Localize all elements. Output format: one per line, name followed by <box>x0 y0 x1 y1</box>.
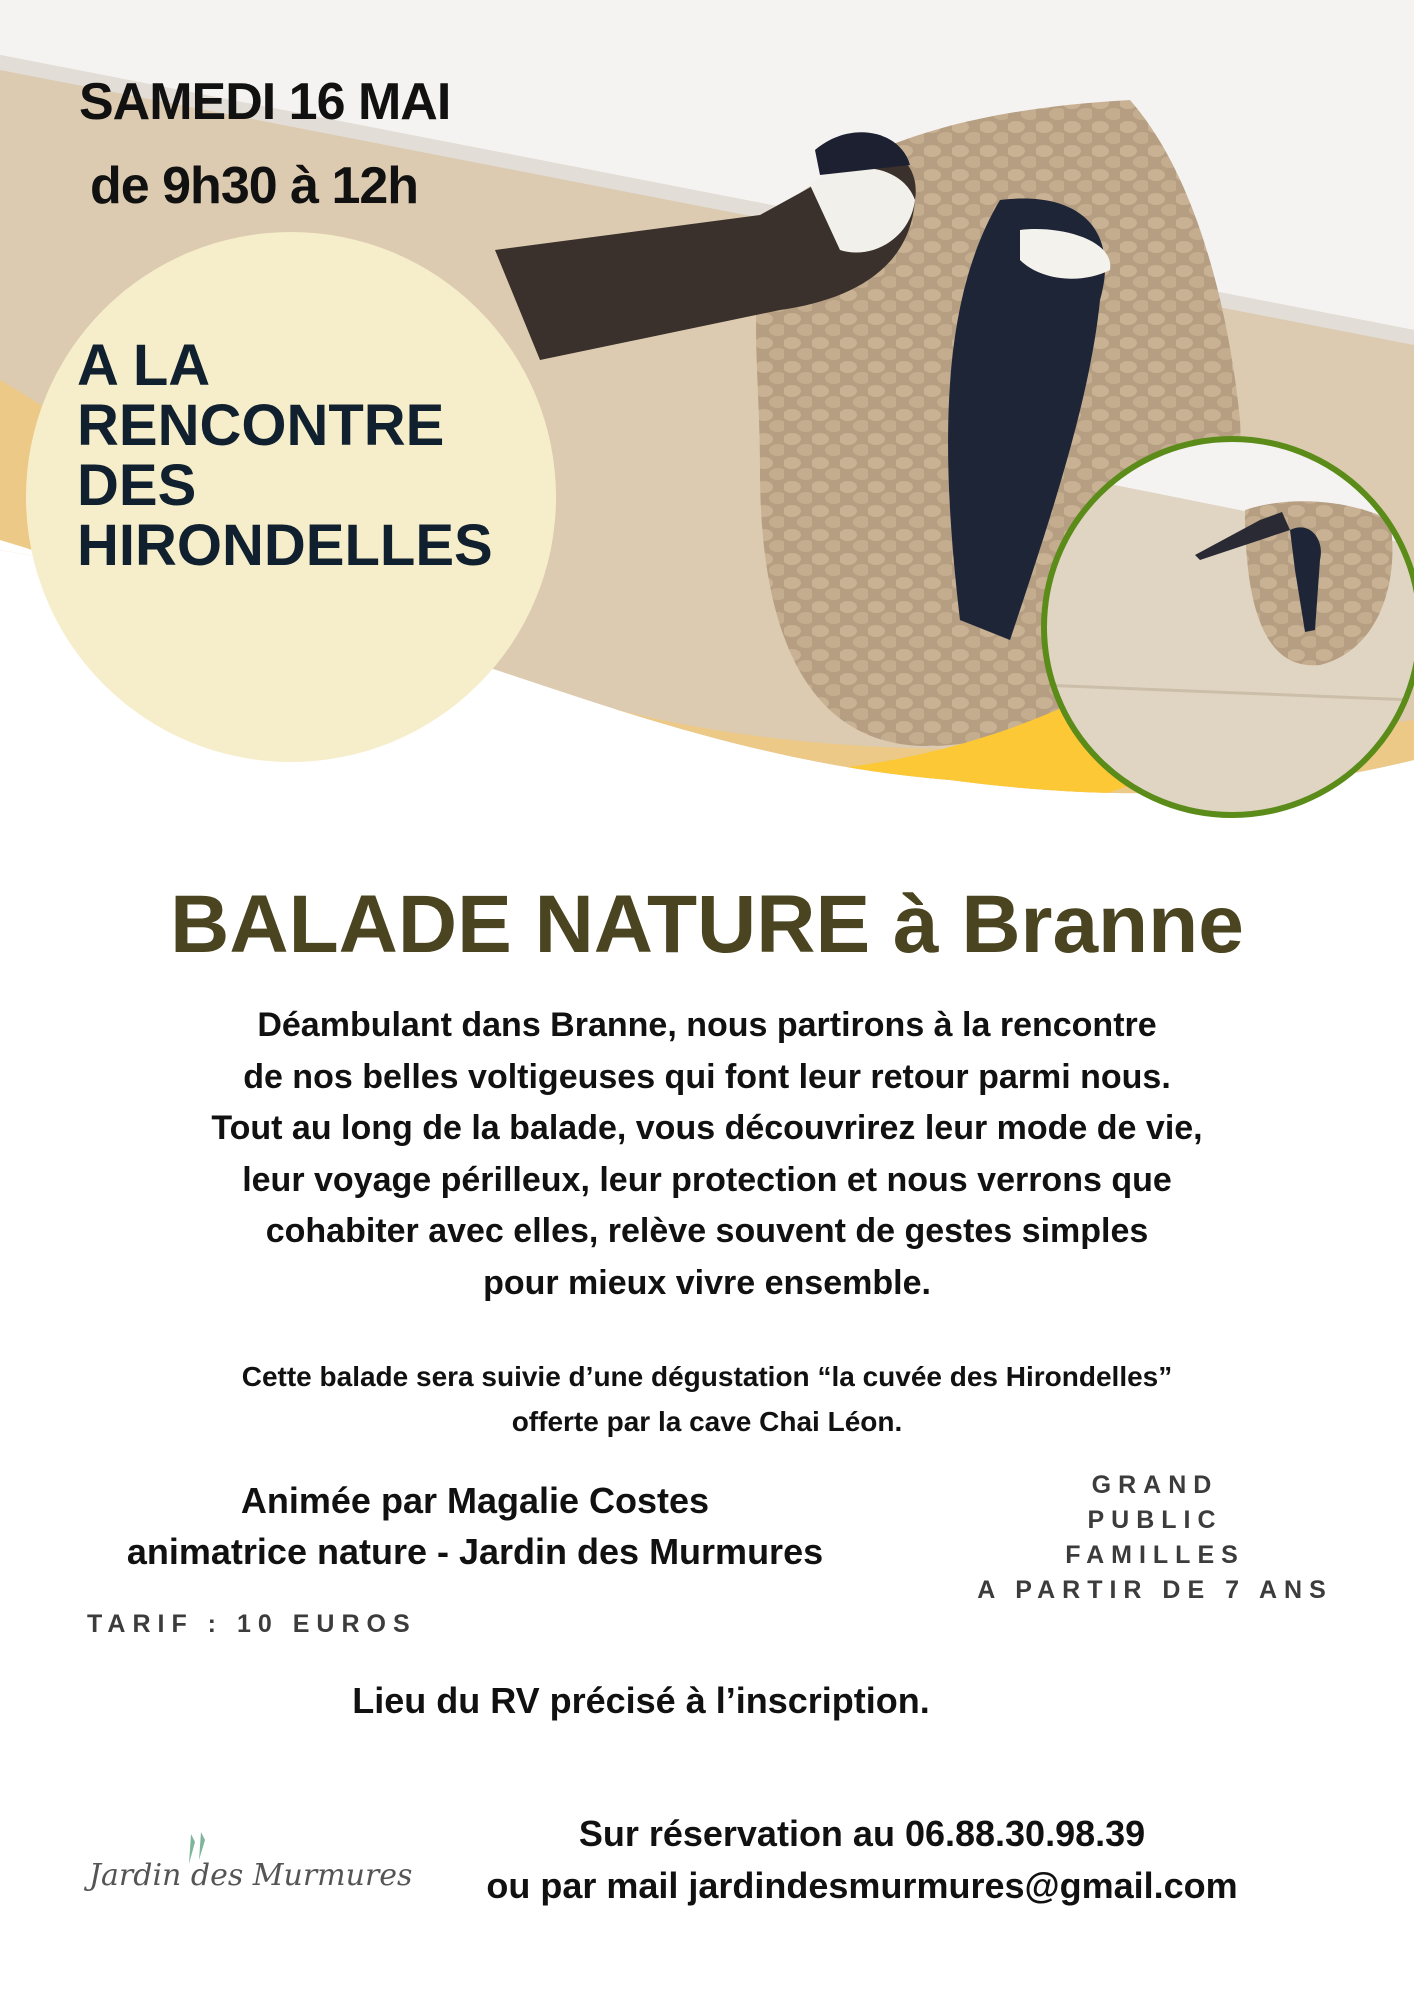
circle-title-line: DES <box>77 453 197 518</box>
event-time: de 9h30 à 12h <box>90 157 419 215</box>
audience-line: A PARTIR DE 7 ANS <box>977 1576 1333 1604</box>
logo-text: Jardin des Murmures <box>89 1858 413 1893</box>
price: TARIF : 10 EUROS <box>87 1610 417 1638</box>
meeting-point: Lieu du RV précisé à l’inscription. <box>352 1680 930 1721</box>
tasting-line: Cette balade sera suivie d’une dégustation “la cuvée des Hirondelles” <box>241 1361 1173 1392</box>
audience-line: FAMILLES <box>1065 1541 1245 1569</box>
tasting-line: offerte par la cave Chai Léon. <box>511 1406 903 1437</box>
host-line: animatrice nature - Jardin des Murmures <box>126 1531 824 1572</box>
host-line: Animée par Magalie Costes <box>240 1480 710 1521</box>
event-date: SAMEDI 16 MAI <box>79 73 451 131</box>
circle-title-line: RENCONTRE <box>77 393 445 458</box>
circle-title-line: HIRONDELLES <box>77 513 493 578</box>
description <box>60 1000 1354 1309</box>
circle-title <box>77 333 493 578</box>
circle-title-line: A LA <box>77 333 211 398</box>
audience-info <box>920 1468 1390 1608</box>
description-line: de nos belles voltigeuses qui font leur retour parmi nous. <box>243 1057 1171 1096</box>
booking-info <box>420 1808 1304 1912</box>
host-info <box>40 1475 910 1577</box>
description-line: leur voyage périlleux, leur protection et nous verrons que <box>242 1160 1172 1199</box>
description-line: cohabiter avec elles, relève souvent de gestes simples <box>265 1212 1149 1250</box>
booking-phone: Sur réservation au 06.88.30.98.39 <box>578 1813 1146 1854</box>
audience-line: GRAND <box>1091 1471 1219 1499</box>
description-line: Déambulant dans Branne, nous partirons à la rencontre <box>257 1006 1157 1044</box>
jardin-des-murmures-logo <box>89 1830 413 1910</box>
description-line: Tout au long de la balade, vous découvrirez leur mode de vie, <box>211 1109 1203 1147</box>
description-line: pour mieux vivre ensemble. <box>483 1263 931 1302</box>
tasting-note <box>60 1354 1354 1444</box>
main-heading: BALADE NATURE à Branne <box>170 879 1244 970</box>
audience-line: PUBLIC <box>1087 1506 1223 1534</box>
booking-email: ou par mail jardindesmurmures@gmail.com <box>486 1865 1238 1906</box>
